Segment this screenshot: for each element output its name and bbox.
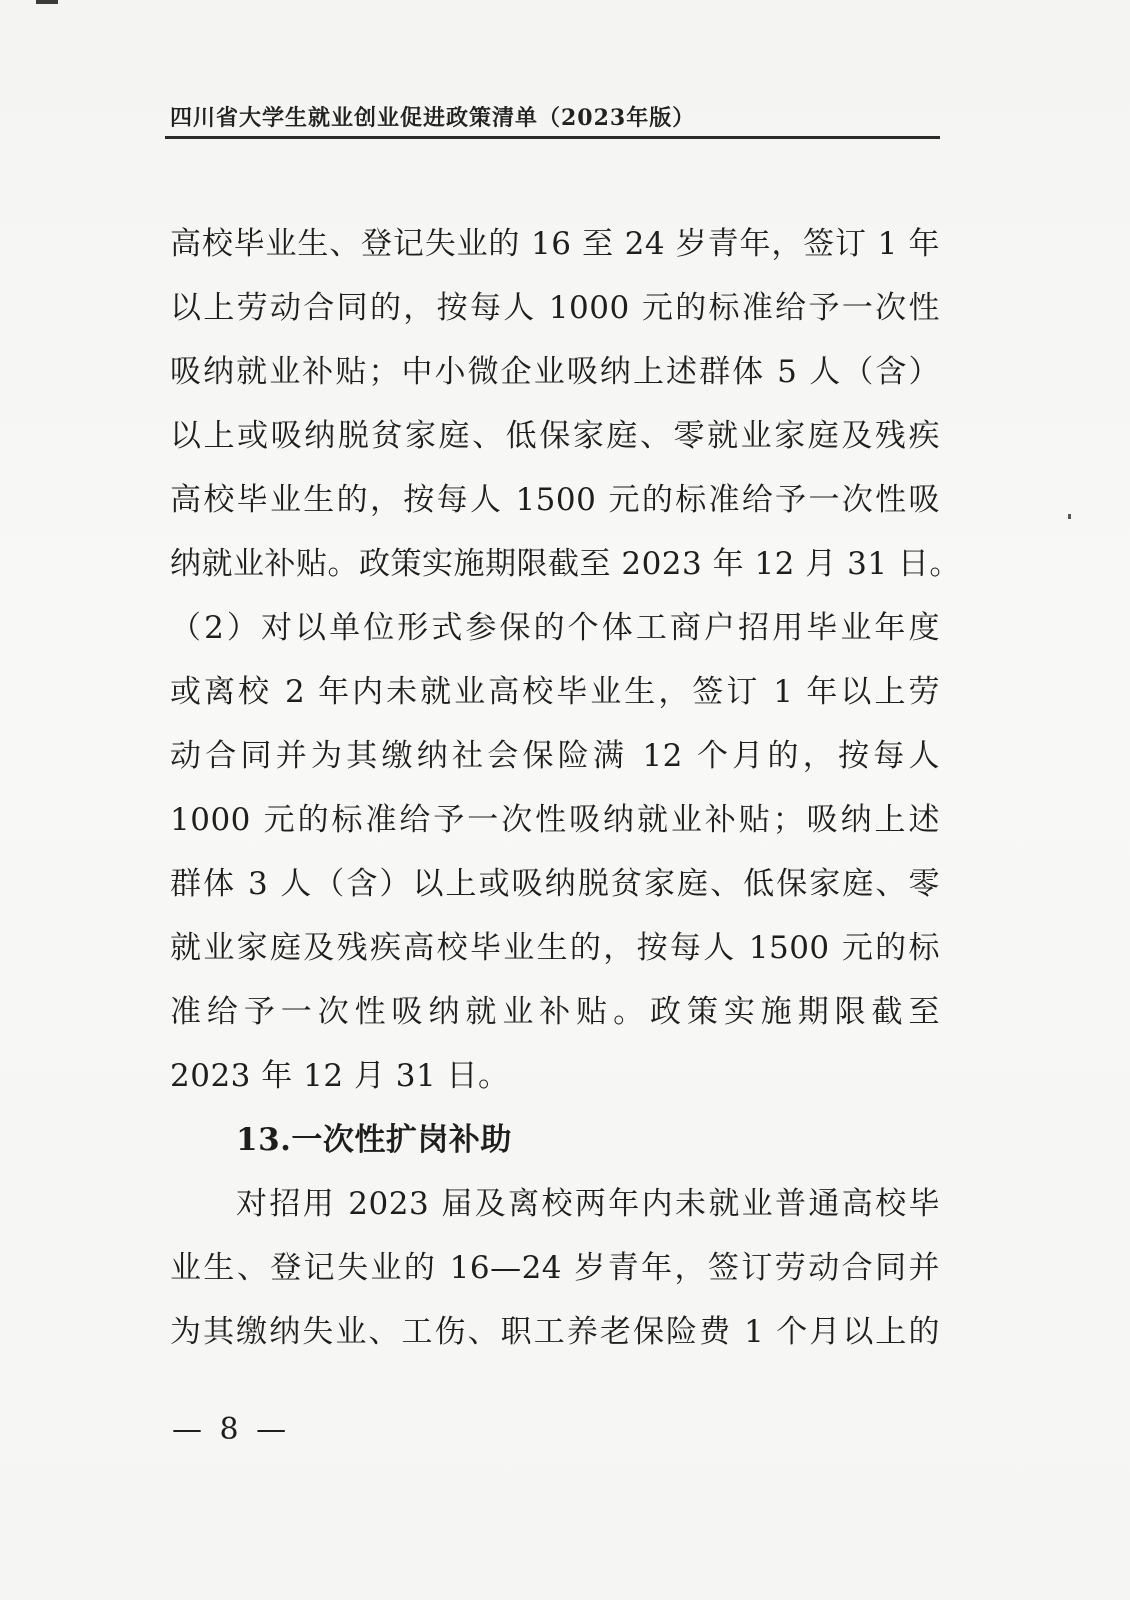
text-line: 1000 元的标准给予一次性吸纳就业补贴；吸纳上述 (170, 802, 940, 838)
text-line: 高校毕业生、登记失业的 16 至 24 岁青年，签订 1 年 (170, 226, 940, 262)
text-line: 动合同并为其缴纳社会保险满 12 个月的，按每人 (170, 738, 940, 774)
running-header: 四川省大学生就业创业促进政策清单（2023年版） (170, 105, 696, 131)
text-line: 纳就业补贴。政策实施期限截至 2023 年 12 月 31 日。 (170, 546, 961, 582)
text-line: 准给予一次性吸纳就业补贴。政策实施期限截至 (170, 994, 940, 1030)
text-line: （2）对以单位形式参保的个体工商户招用毕业年度 (170, 610, 940, 646)
text-line: 以上劳动合同的，按每人 1000 元的标准给予一次性 (170, 290, 940, 326)
text-line: 为其缴纳失业、工伤、职工养老保险费 1 个月以上的 (170, 1314, 940, 1350)
body-text (170, 212, 961, 1364)
text-line: 就业家庭及残疾高校毕业生的，按每人 1500 元的标 (170, 930, 940, 966)
page-number: — 8 — (172, 1412, 291, 1447)
section-heading: 13.一次性扩岗补助 (236, 1122, 512, 1158)
scan-edge-mark (1068, 514, 1071, 519)
text-line: 业生、登记失业的 16—24 岁青年，签订劳动合同并 (170, 1250, 940, 1286)
text-line: 对招用 2023 届及离校两年内未就业普通高校毕 (236, 1186, 940, 1222)
text-line: 吸纳就业补贴；中小微企业吸纳上述群体 5 人（含） (170, 354, 940, 390)
scan-corner-mark (36, 0, 58, 4)
text-line: 群体 3 人（含）以上或吸纳脱贫家庭、低保家庭、零 (170, 866, 940, 902)
text-line: 2023 年 12 月 31 日。 (170, 1058, 510, 1094)
header-rule (165, 136, 940, 139)
text-line: 或离校 2 年内未就业高校毕业生，签订 1 年以上劳 (170, 674, 940, 710)
text-line: 以上或吸纳脱贫家庭、低保家庭、零就业家庭及残疾 (170, 418, 940, 454)
text-line: 高校毕业生的，按每人 1500 元的标准给予一次性吸 (170, 482, 940, 518)
